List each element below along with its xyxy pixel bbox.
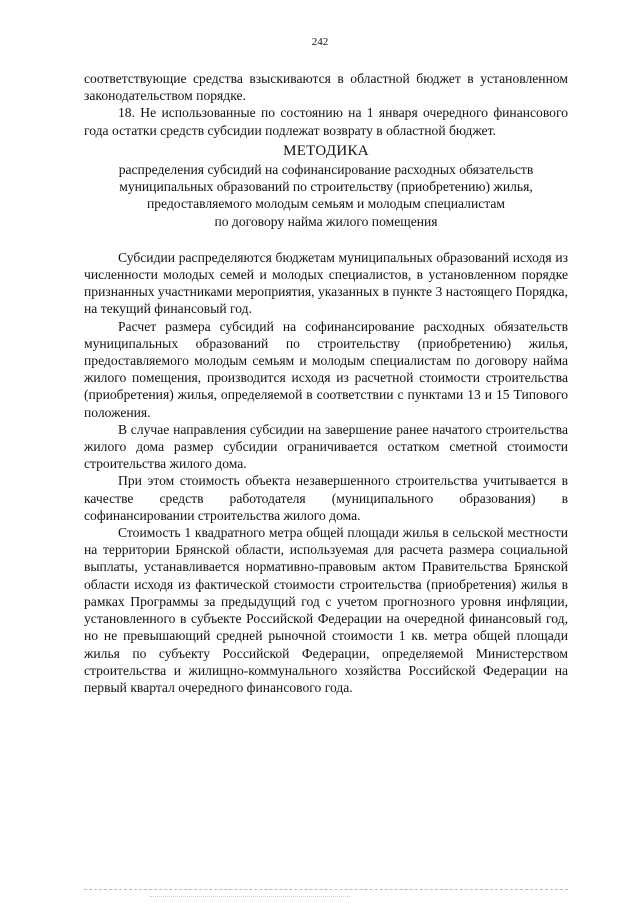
heading-subtitle-line: по договору найма жилого помещения [214,213,438,229]
body-paragraph: В случае направления субсидии на завершение ранее начатого строительства жилого дома размер субсидии ограничивается остатком сметной стоимости строительства жилого дома. [84,421,568,472]
scan-artifact-line [150,896,350,897]
heading-subtitle-line: муниципальных образований по строительству (приобретению) жилья, [119,179,533,195]
document-content [84,70,568,696]
body-paragraph: Стоимость 1 квадратного метра общей площади жилья в сельской местности на территории Брянской области, используемая для расчета размера социальной выплаты, устанавливается нормативно-правовым актом Правительства Брянской области исходя из фактической стоимости строительства (приобретения) жилья в рамках Программы за предыдущий год с учетом прогнозного уровня инфляции, установленного в субъекте Российской Федерации на очередной финансовый год, но не превышающий средней рыночной стоимости 1 кв. метра общей площади жилья по субъекту Российской Федерации, определяемой Министерством строительства и жилищно-коммунального хозяйства Российской Федерации на первый квартал очередного финансового года. [84,525,568,695]
spacer [84,230,568,249]
heading-title: МЕТОДИКА [283,142,369,159]
methodology-heading [84,143,568,230]
scan-artifact-line [84,889,568,890]
body-paragraph: При этом стоимость объекта незавершенного строительства учитывается в качестве средств работодателя (муниципального образования) в софинансировании строительства жилого дома. [84,473,568,523]
page-number: 242 [311,36,329,48]
intro-paragraph-continuation: соответствующие средства взыскиваются в областной бюджет в установленном законодательством порядке. [84,71,568,104]
intro-paragraph-18: 18. Не использованные по состоянию на 1 января очередного финансового года остатки средств субсидии подлежат возврату в областной бюджет. [84,105,568,138]
body-paragraph: Субсидии распределяются бюджетам муниципальных образований исходя из численности молодых семей и молодых специалистов, в установленном порядке признанных участниками мероприятия, указанных в пункте 3 настоящего Порядка, на текущий финансовый год. [84,249,568,317]
heading-subtitle-line: распределения субсидий на софинансирование расходных обязательств [118,162,534,178]
heading-subtitle-line: предоставляемого молодым семьям и молодым специалистам [146,196,506,212]
body-paragraph: Расчет размера субсидий на софинансирование расходных обязательств муниципальных образований по строительству (приобретению) жилья, предоставляемого молодым семьям и молодым специалистам по договору найма жилого помещения, производится исходя из расчетной стоимости строительства (приобретения) жилья, определяемой в соответствии с пунктами 13 и 15 Типового положения. [84,318,568,420]
